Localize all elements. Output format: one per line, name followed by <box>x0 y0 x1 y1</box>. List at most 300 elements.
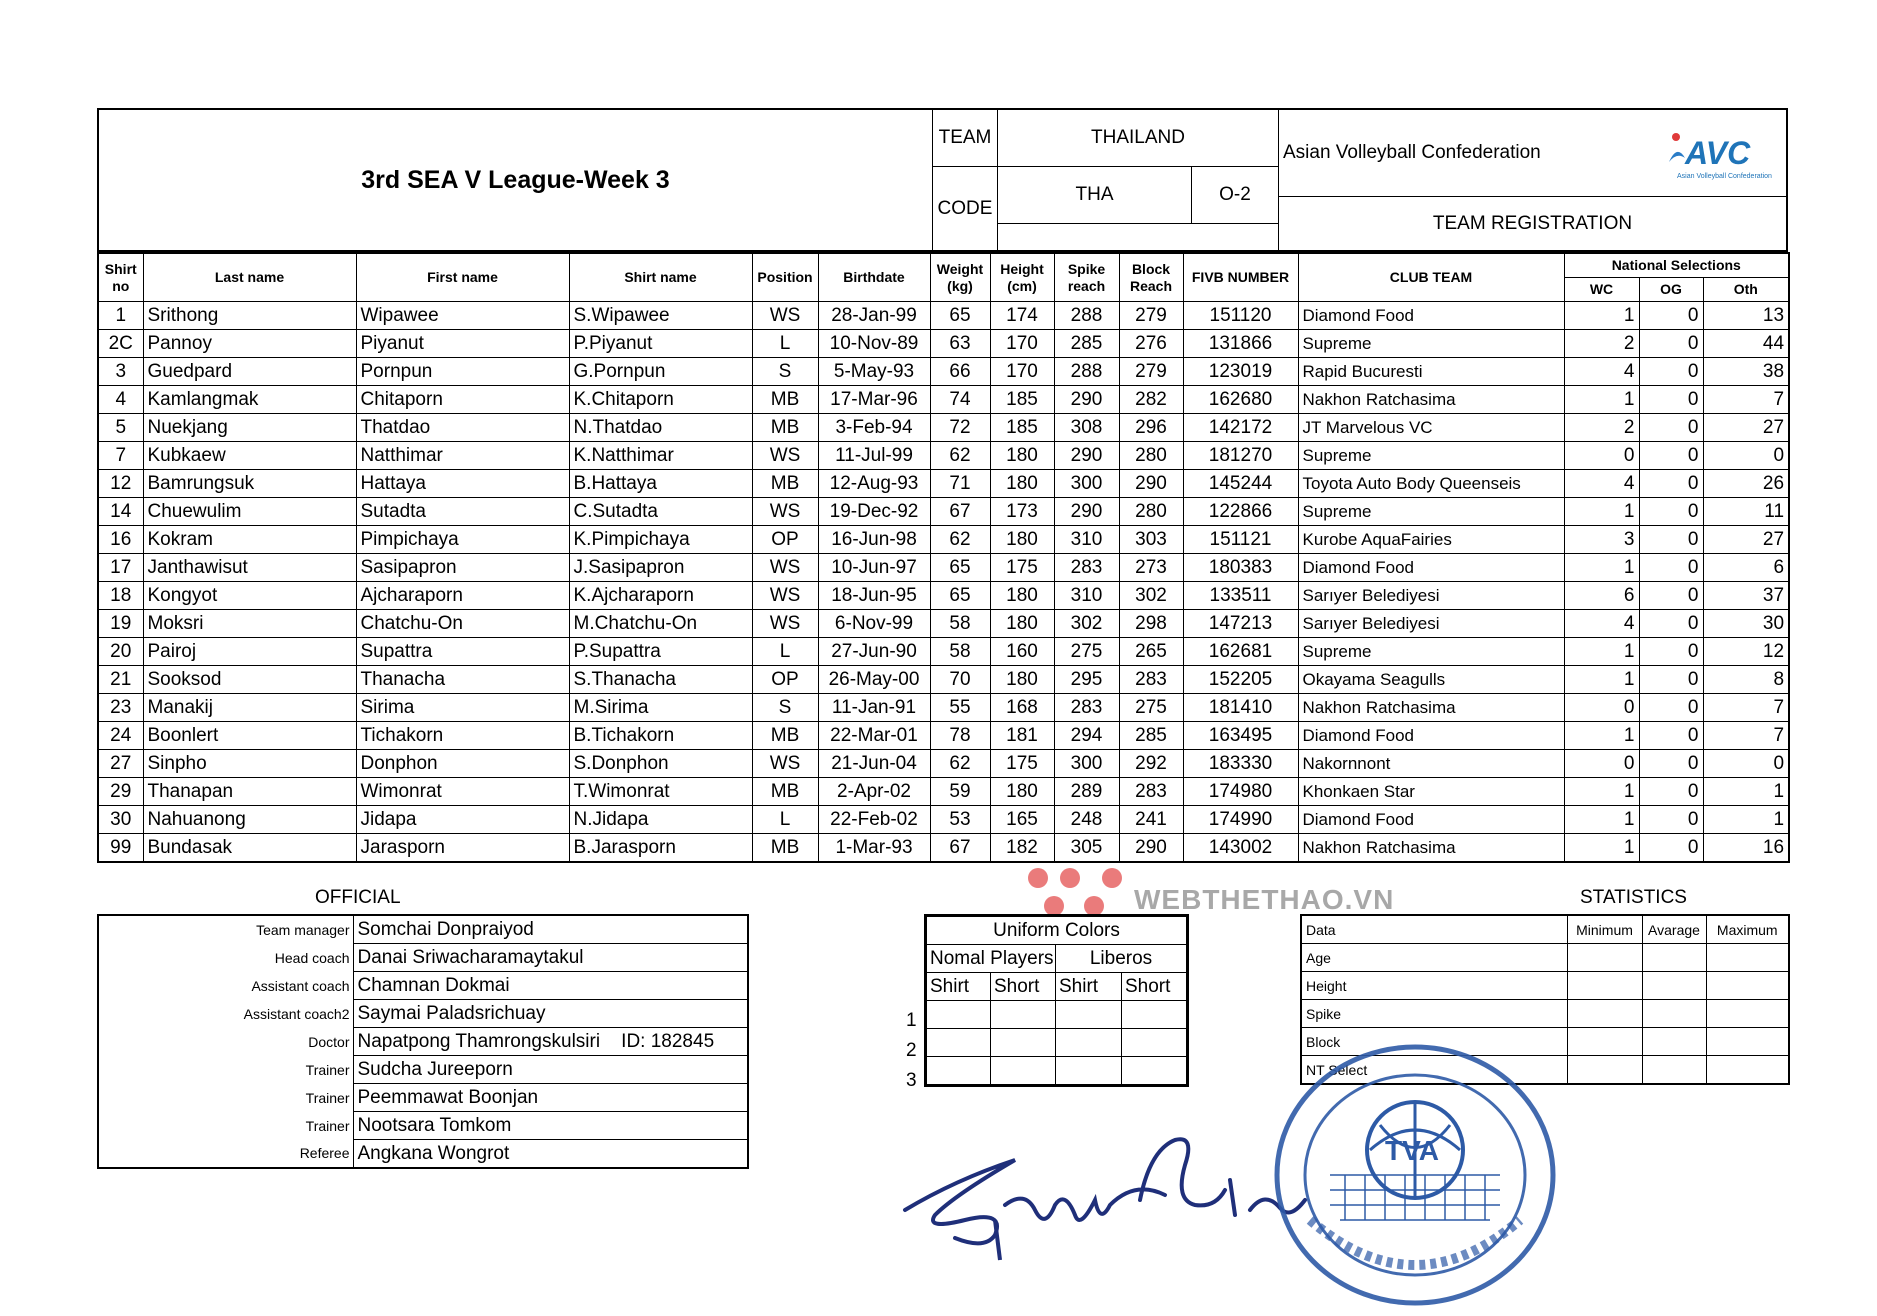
cell-first-name: Ajcharaporn <box>356 582 569 610</box>
cell-og: 0 <box>1639 442 1703 470</box>
cell-oth: 7 <box>1703 722 1789 750</box>
table-row <box>98 554 1789 582</box>
cell-spike-reach: 288 <box>1054 302 1119 330</box>
official-row <box>98 1056 748 1084</box>
table-row <box>98 330 1789 358</box>
official-name: Chamnan Dokmai <box>353 972 748 1000</box>
cell-position: MB <box>752 834 818 863</box>
cell-club-team: Diamond Food <box>1298 806 1564 834</box>
cell-height: 165 <box>990 806 1054 834</box>
official-role: Trainer <box>98 1112 353 1140</box>
official-row <box>98 1000 748 1028</box>
player-table <box>97 252 1790 863</box>
cell-weight: 58 <box>930 638 990 666</box>
cell-birthdate: 22-Mar-01 <box>818 722 930 750</box>
cell-shirt-name: B.Tichakorn <box>569 722 752 750</box>
cell-fivb-number: 181410 <box>1183 694 1298 722</box>
code-extra: O-2 <box>1219 184 1251 205</box>
cell-oth: 7 <box>1703 386 1789 414</box>
col-last-name: Last name <box>143 253 356 302</box>
col-og: OG <box>1639 278 1703 302</box>
cell-oth: 12 <box>1703 638 1789 666</box>
svg-text:Asian Volleyball Confederation: Asian Volleyball Confederation <box>1677 173 1772 180</box>
official-row <box>98 944 748 972</box>
cell-shirt-no: 12 <box>98 470 143 498</box>
cell-last-name: Moksri <box>143 610 356 638</box>
stats-col-data: Data <box>1301 915 1567 944</box>
cell-position: WS <box>752 582 818 610</box>
cell-weight: 74 <box>930 386 990 414</box>
cell-og: 0 <box>1639 414 1703 442</box>
cell-block-reach: 279 <box>1119 358 1183 386</box>
stats-row <box>1301 972 1789 1000</box>
cell-shirt-name: S.Wipawee <box>569 302 752 330</box>
cell-og: 0 <box>1639 778 1703 806</box>
cell-weight: 67 <box>930 834 990 863</box>
cell-shirt-name: P.Supattra <box>569 638 752 666</box>
cell-last-name: Janthawisut <box>143 554 356 582</box>
cell-shirt-name: K.Chitaporn <box>569 386 752 414</box>
cell-shirt-no: 23 <box>98 694 143 722</box>
cell-weight: 71 <box>930 470 990 498</box>
stats-col-min: Minimum <box>1567 915 1642 944</box>
cell-weight: 62 <box>930 442 990 470</box>
cell-block-reach: 296 <box>1119 414 1183 442</box>
uniform-cell[interactable] <box>926 1001 991 1029</box>
cell-oth: 44 <box>1703 330 1789 358</box>
cell-wc: 4 <box>1564 358 1639 386</box>
cell-og: 0 <box>1639 834 1703 863</box>
cell-first-name: Jarasporn <box>356 834 569 863</box>
cell-oth: 13 <box>1703 302 1789 330</box>
cell-wc: 1 <box>1564 554 1639 582</box>
cell-block-reach: 265 <box>1119 638 1183 666</box>
cell-club-team: Sarıyer Belediyesi <box>1298 610 1564 638</box>
stats-cell[interactable] <box>1642 1056 1706 1085</box>
cell-shirt-no: 3 <box>98 358 143 386</box>
stats-cell[interactable] <box>1706 1028 1789 1056</box>
official-name: Angkana Wongrot <box>353 1140 748 1169</box>
cell-club-team: Okayama Seagulls <box>1298 666 1564 694</box>
official-role: Assistant coach2 <box>98 1000 353 1028</box>
cell-club-team: Diamond Food <box>1298 722 1564 750</box>
official-role: Trainer <box>98 1084 353 1112</box>
cell-block-reach: 276 <box>1119 330 1183 358</box>
cell-birthdate: 21-Jun-04 <box>818 750 930 778</box>
cell-height: 168 <box>990 694 1054 722</box>
cell-club-team: JT Marvelous VC <box>1298 414 1564 442</box>
cell-club-team: Supreme <box>1298 498 1564 526</box>
cell-last-name: Bundasak <box>143 834 356 863</box>
cell-spike-reach: 283 <box>1054 554 1119 582</box>
stats-cell[interactable] <box>1706 1000 1789 1028</box>
svg-text:TVA: TVA <box>1385 1135 1439 1166</box>
cell-shirt-no: 99 <box>98 834 143 863</box>
uniform-colors-table <box>924 914 1189 1087</box>
cell-last-name: Nahuanong <box>143 806 356 834</box>
stats-cell[interactable] <box>1642 944 1706 972</box>
cell-weight: 53 <box>930 806 990 834</box>
official-role: Team manager <box>98 915 353 944</box>
col-first-name: First name <box>356 253 569 302</box>
cell-oth: 27 <box>1703 526 1789 554</box>
cell-spike-reach: 290 <box>1054 498 1119 526</box>
cell-wc: 1 <box>1564 302 1639 330</box>
stats-row-label: Block <box>1301 1028 1567 1056</box>
cell-block-reach: 298 <box>1119 610 1183 638</box>
cell-position: WS <box>752 750 818 778</box>
stats-col-max: Maximum <box>1706 915 1789 944</box>
code-label: CODE <box>937 197 993 219</box>
col-fivb: FIVB NUMBER <box>1183 253 1298 302</box>
cell-height: 180 <box>990 526 1054 554</box>
cell-height: 175 <box>990 554 1054 582</box>
cell-club-team: Nakhon Ratchasima <box>1298 386 1564 414</box>
cell-spike-reach: 285 <box>1054 330 1119 358</box>
table-row <box>98 498 1789 526</box>
cell-last-name: Bamrungsuk <box>143 470 356 498</box>
cell-oth: 0 <box>1703 750 1789 778</box>
cell-block-reach: 273 <box>1119 554 1183 582</box>
statistics-title: STATISTICS <box>1580 887 1687 908</box>
table-row <box>98 610 1789 638</box>
cell-birthdate: 28-Jan-99 <box>818 302 930 330</box>
cell-birthdate: 10-Jun-97 <box>818 554 930 582</box>
svg-text:AVC: AVC <box>1685 135 1751 171</box>
cell-club-team: Sarıyer Belediyesi <box>1298 582 1564 610</box>
cell-shirt-no: 14 <box>98 498 143 526</box>
cell-block-reach: 292 <box>1119 750 1183 778</box>
uniform-cell[interactable] <box>991 1057 1056 1086</box>
cell-last-name: Pairoj <box>143 638 356 666</box>
cell-height: 160 <box>990 638 1054 666</box>
cell-birthdate: 27-Jun-90 <box>818 638 930 666</box>
cell-position: OP <box>752 666 818 694</box>
uniform-cell[interactable] <box>926 1029 991 1057</box>
official-role: Doctor <box>98 1028 353 1056</box>
watermark <box>1026 866 1406 916</box>
cell-weight: 65 <box>930 582 990 610</box>
col-shirt-no: Shirt no <box>98 253 143 302</box>
cell-height: 180 <box>990 582 1054 610</box>
stats-cell[interactable] <box>1642 1028 1706 1056</box>
stats-row-label: Height <box>1301 972 1567 1000</box>
cell-first-name: Chitaporn <box>356 386 569 414</box>
cell-block-reach: 303 <box>1119 526 1183 554</box>
cell-club-team: Diamond Food <box>1298 554 1564 582</box>
cell-position: OP <box>752 526 818 554</box>
cell-first-name: Thatdao <box>356 414 569 442</box>
col-position: Position <box>752 253 818 302</box>
cell-last-name: Manakij <box>143 694 356 722</box>
uniform-cell[interactable] <box>1056 1057 1122 1086</box>
cell-og: 0 <box>1639 470 1703 498</box>
cell-block-reach: 275 <box>1119 694 1183 722</box>
cell-wc: 1 <box>1564 638 1639 666</box>
cell-block-reach: 279 <box>1119 302 1183 330</box>
table-row <box>98 750 1789 778</box>
official-role: Trainer <box>98 1056 353 1084</box>
cell-fivb-number: 162680 <box>1183 386 1298 414</box>
cell-wc: 1 <box>1564 386 1639 414</box>
cell-oth: 38 <box>1703 358 1789 386</box>
cell-shirt-no: 24 <box>98 722 143 750</box>
official-name: Somchai Donpraiyod <box>353 915 748 944</box>
form-title: TEAM REGISTRATION <box>1432 212 1633 234</box>
col-oth: Oth <box>1703 278 1789 302</box>
cell-shirt-name: B.Jarasporn <box>569 834 752 863</box>
cell-club-team: Nakhon Ratchasima <box>1298 694 1564 722</box>
cell-shirt-no: 21 <box>98 666 143 694</box>
cell-club-team: Supreme <box>1298 330 1564 358</box>
cell-club-team: Rapid Bucuresti <box>1298 358 1564 386</box>
cell-shirt-name: J.Sasipapron <box>569 554 752 582</box>
col-birthdate: Birthdate <box>818 253 930 302</box>
cell-shirt-no: 5 <box>98 414 143 442</box>
col-club: CLUB TEAM <box>1298 253 1564 302</box>
cell-og: 0 <box>1639 666 1703 694</box>
cell-wc: 0 <box>1564 694 1639 722</box>
cell-block-reach: 290 <box>1119 470 1183 498</box>
cell-shirt-no: 30 <box>98 806 143 834</box>
cell-og: 0 <box>1639 358 1703 386</box>
cell-club-team: Khonkaen Star <box>1298 778 1564 806</box>
cell-fivb-number: 180383 <box>1183 554 1298 582</box>
header-block <box>97 108 1788 252</box>
cell-shirt-name: C.Sutadta <box>569 498 752 526</box>
cell-last-name: Kokram <box>143 526 356 554</box>
cell-fivb-number: 174980 <box>1183 778 1298 806</box>
stats-cell[interactable] <box>1642 972 1706 1000</box>
cell-weight: 63 <box>930 330 990 358</box>
cell-shirt-name: B.Hattaya <box>569 470 752 498</box>
table-row <box>98 722 1789 750</box>
cell-weight: 62 <box>930 750 990 778</box>
cell-oth: 8 <box>1703 666 1789 694</box>
cell-first-name: Sasipapron <box>356 554 569 582</box>
cell-oth: 30 <box>1703 610 1789 638</box>
cell-weight: 59 <box>930 778 990 806</box>
cell-position: S <box>752 694 818 722</box>
cell-weight: 55 <box>930 694 990 722</box>
cell-spike-reach: 290 <box>1054 386 1119 414</box>
cell-position: L <box>752 330 818 358</box>
cell-height: 181 <box>990 722 1054 750</box>
official-name: Peemmawat Boonjan <box>353 1084 748 1112</box>
stats-cell[interactable] <box>1567 972 1642 1000</box>
cell-og: 0 <box>1639 582 1703 610</box>
avc-logo <box>1667 128 1775 182</box>
cell-wc: 1 <box>1564 666 1639 694</box>
table-row <box>98 386 1789 414</box>
cell-spike-reach: 300 <box>1054 470 1119 498</box>
table-row <box>98 666 1789 694</box>
cell-first-name: Donphon <box>356 750 569 778</box>
cell-og: 0 <box>1639 498 1703 526</box>
cell-block-reach: 290 <box>1119 834 1183 863</box>
cell-shirt-no: 4 <box>98 386 143 414</box>
cell-fivb-number: 183330 <box>1183 750 1298 778</box>
official-row <box>98 1112 748 1140</box>
table-row <box>98 834 1789 863</box>
stats-cell[interactable] <box>1706 944 1789 972</box>
team-label: TEAM <box>938 127 992 148</box>
cell-first-name: Piyanut <box>356 330 569 358</box>
stats-col-avg: Avarage <box>1642 915 1706 944</box>
official-role: Head coach <box>98 944 353 972</box>
uniform-cell[interactable] <box>991 1029 1056 1057</box>
cell-shirt-name: N.Jidapa <box>569 806 752 834</box>
cell-og: 0 <box>1639 386 1703 414</box>
official-row <box>98 1140 748 1169</box>
col-shirt-name: Shirt name <box>569 253 752 302</box>
official-name: Sudcha Jureeporn <box>353 1056 748 1084</box>
col-weight: Weight (kg) <box>930 253 990 302</box>
cell-fivb-number: 152205 <box>1183 666 1298 694</box>
cell-spike-reach: 289 <box>1054 778 1119 806</box>
cell-oth: 16 <box>1703 834 1789 863</box>
cell-last-name: Srithong <box>143 302 356 330</box>
cell-last-name: Sinpho <box>143 750 356 778</box>
cell-first-name: Pimpichaya <box>356 526 569 554</box>
cell-spike-reach: 310 <box>1054 582 1119 610</box>
stats-cell[interactable] <box>1567 944 1642 972</box>
cell-shirt-name: S.Donphon <box>569 750 752 778</box>
uniform-normal-players: Nomal Players <box>926 945 1056 973</box>
cell-og: 0 <box>1639 554 1703 582</box>
cell-spike-reach: 290 <box>1054 442 1119 470</box>
official-name: Napatpong Thamrongskulsiri ID: 182845 <box>353 1028 748 1056</box>
cell-og: 0 <box>1639 526 1703 554</box>
stats-cell[interactable] <box>1706 1056 1789 1085</box>
cell-first-name: Chatchu-On <box>356 610 569 638</box>
cell-shirt-name: P.Piyanut <box>569 330 752 358</box>
table-row <box>98 302 1789 330</box>
uniform-liberos: Liberos <box>1056 945 1188 973</box>
cell-last-name: Chuewulim <box>143 498 356 526</box>
watermark-text: WEBTHETHAO.VN <box>1134 884 1395 915</box>
cell-fivb-number: 143002 <box>1183 834 1298 863</box>
official-role: Referee <box>98 1140 353 1169</box>
official-row <box>98 1084 748 1112</box>
cell-og: 0 <box>1639 750 1703 778</box>
stats-cell[interactable] <box>1567 1028 1642 1056</box>
cell-first-name: Sirima <box>356 694 569 722</box>
uniform-row-number: 1 <box>906 1010 917 1031</box>
uniform-shirt-label: Shirt <box>926 973 991 1001</box>
cell-spike-reach: 248 <box>1054 806 1119 834</box>
uniform-row-number: 2 <box>906 1040 917 1061</box>
cell-block-reach: 283 <box>1119 666 1183 694</box>
cell-spike-reach: 300 <box>1054 750 1119 778</box>
stats-cell[interactable] <box>1706 972 1789 1000</box>
cell-shirt-name: T.Wimonrat <box>569 778 752 806</box>
stats-row <box>1301 944 1789 972</box>
cell-fivb-number: 147213 <box>1183 610 1298 638</box>
cell-fivb-number: 145244 <box>1183 470 1298 498</box>
cell-first-name: Pornpun <box>356 358 569 386</box>
cell-wc: 1 <box>1564 722 1639 750</box>
uniform-cell[interactable] <box>1122 1029 1188 1057</box>
cell-first-name: Wimonrat <box>356 778 569 806</box>
cell-birthdate: 22-Feb-02 <box>818 806 930 834</box>
cell-club-team: Supreme <box>1298 442 1564 470</box>
cell-block-reach: 280 <box>1119 498 1183 526</box>
cell-shirt-no: 18 <box>98 582 143 610</box>
table-row <box>98 470 1789 498</box>
cell-position: WS <box>752 554 818 582</box>
uniform-cell[interactable] <box>991 1001 1056 1029</box>
stats-cell[interactable] <box>1567 1056 1642 1085</box>
stats-cell[interactable] <box>1642 1000 1706 1028</box>
cell-shirt-no: 7 <box>98 442 143 470</box>
cell-oth: 1 <box>1703 806 1789 834</box>
cell-birthdate: 26-May-00 <box>818 666 930 694</box>
table-row <box>98 582 1789 610</box>
cell-wc: 0 <box>1564 442 1639 470</box>
cell-shirt-no: 19 <box>98 610 143 638</box>
cell-height: 180 <box>990 666 1054 694</box>
cell-block-reach: 283 <box>1119 778 1183 806</box>
cell-fivb-number: 181270 <box>1183 442 1298 470</box>
cell-first-name: Hattaya <box>356 470 569 498</box>
code-value: THA <box>1075 184 1114 205</box>
cell-shirt-no: 20 <box>98 638 143 666</box>
cell-weight: 72 <box>930 414 990 442</box>
stats-row-label: Spike <box>1301 1000 1567 1028</box>
official-role: Assistant coach <box>98 972 353 1000</box>
uniform-short-label: Short <box>991 973 1056 1001</box>
cell-height: 180 <box>990 610 1054 638</box>
cell-wc: 1 <box>1564 834 1639 863</box>
official-table <box>97 914 749 1169</box>
col-national: National Selections <box>1564 253 1789 278</box>
cell-club-team: Diamond Food <box>1298 302 1564 330</box>
cell-spike-reach: 283 <box>1054 694 1119 722</box>
cell-last-name: Thanapan <box>143 778 356 806</box>
cell-height: 170 <box>990 330 1054 358</box>
cell-spike-reach: 305 <box>1054 834 1119 863</box>
cell-club-team: Nakhon Ratchasima <box>1298 834 1564 863</box>
cell-wc: 0 <box>1564 750 1639 778</box>
tva-stamp <box>1270 1040 1560 1310</box>
stats-cell[interactable] <box>1567 1000 1642 1028</box>
cell-og: 0 <box>1639 638 1703 666</box>
uniform-cell[interactable] <box>1056 1001 1122 1029</box>
table-row <box>98 778 1789 806</box>
uniform-cell[interactable] <box>926 1057 991 1086</box>
cell-oth: 0 <box>1703 442 1789 470</box>
uniform-cell[interactable] <box>1122 1001 1188 1029</box>
cell-first-name: Sutadta <box>356 498 569 526</box>
cell-wc: 1 <box>1564 778 1639 806</box>
cell-fivb-number: 163495 <box>1183 722 1298 750</box>
uniform-cell[interactable] <box>1056 1029 1122 1057</box>
uniform-cell[interactable] <box>1122 1057 1188 1086</box>
table-row <box>98 694 1789 722</box>
cell-position: MB <box>752 778 818 806</box>
cell-wc: 1 <box>1564 498 1639 526</box>
cell-last-name: Sooksod <box>143 666 356 694</box>
table-row <box>98 414 1789 442</box>
cell-position: WS <box>752 442 818 470</box>
cell-spike-reach: 302 <box>1054 610 1119 638</box>
table-row <box>98 806 1789 834</box>
cell-last-name: Kamlangmak <box>143 386 356 414</box>
uniform-row-number: 3 <box>906 1070 917 1091</box>
cell-last-name: Nuekjang <box>143 414 356 442</box>
cell-oth: 7 <box>1703 694 1789 722</box>
